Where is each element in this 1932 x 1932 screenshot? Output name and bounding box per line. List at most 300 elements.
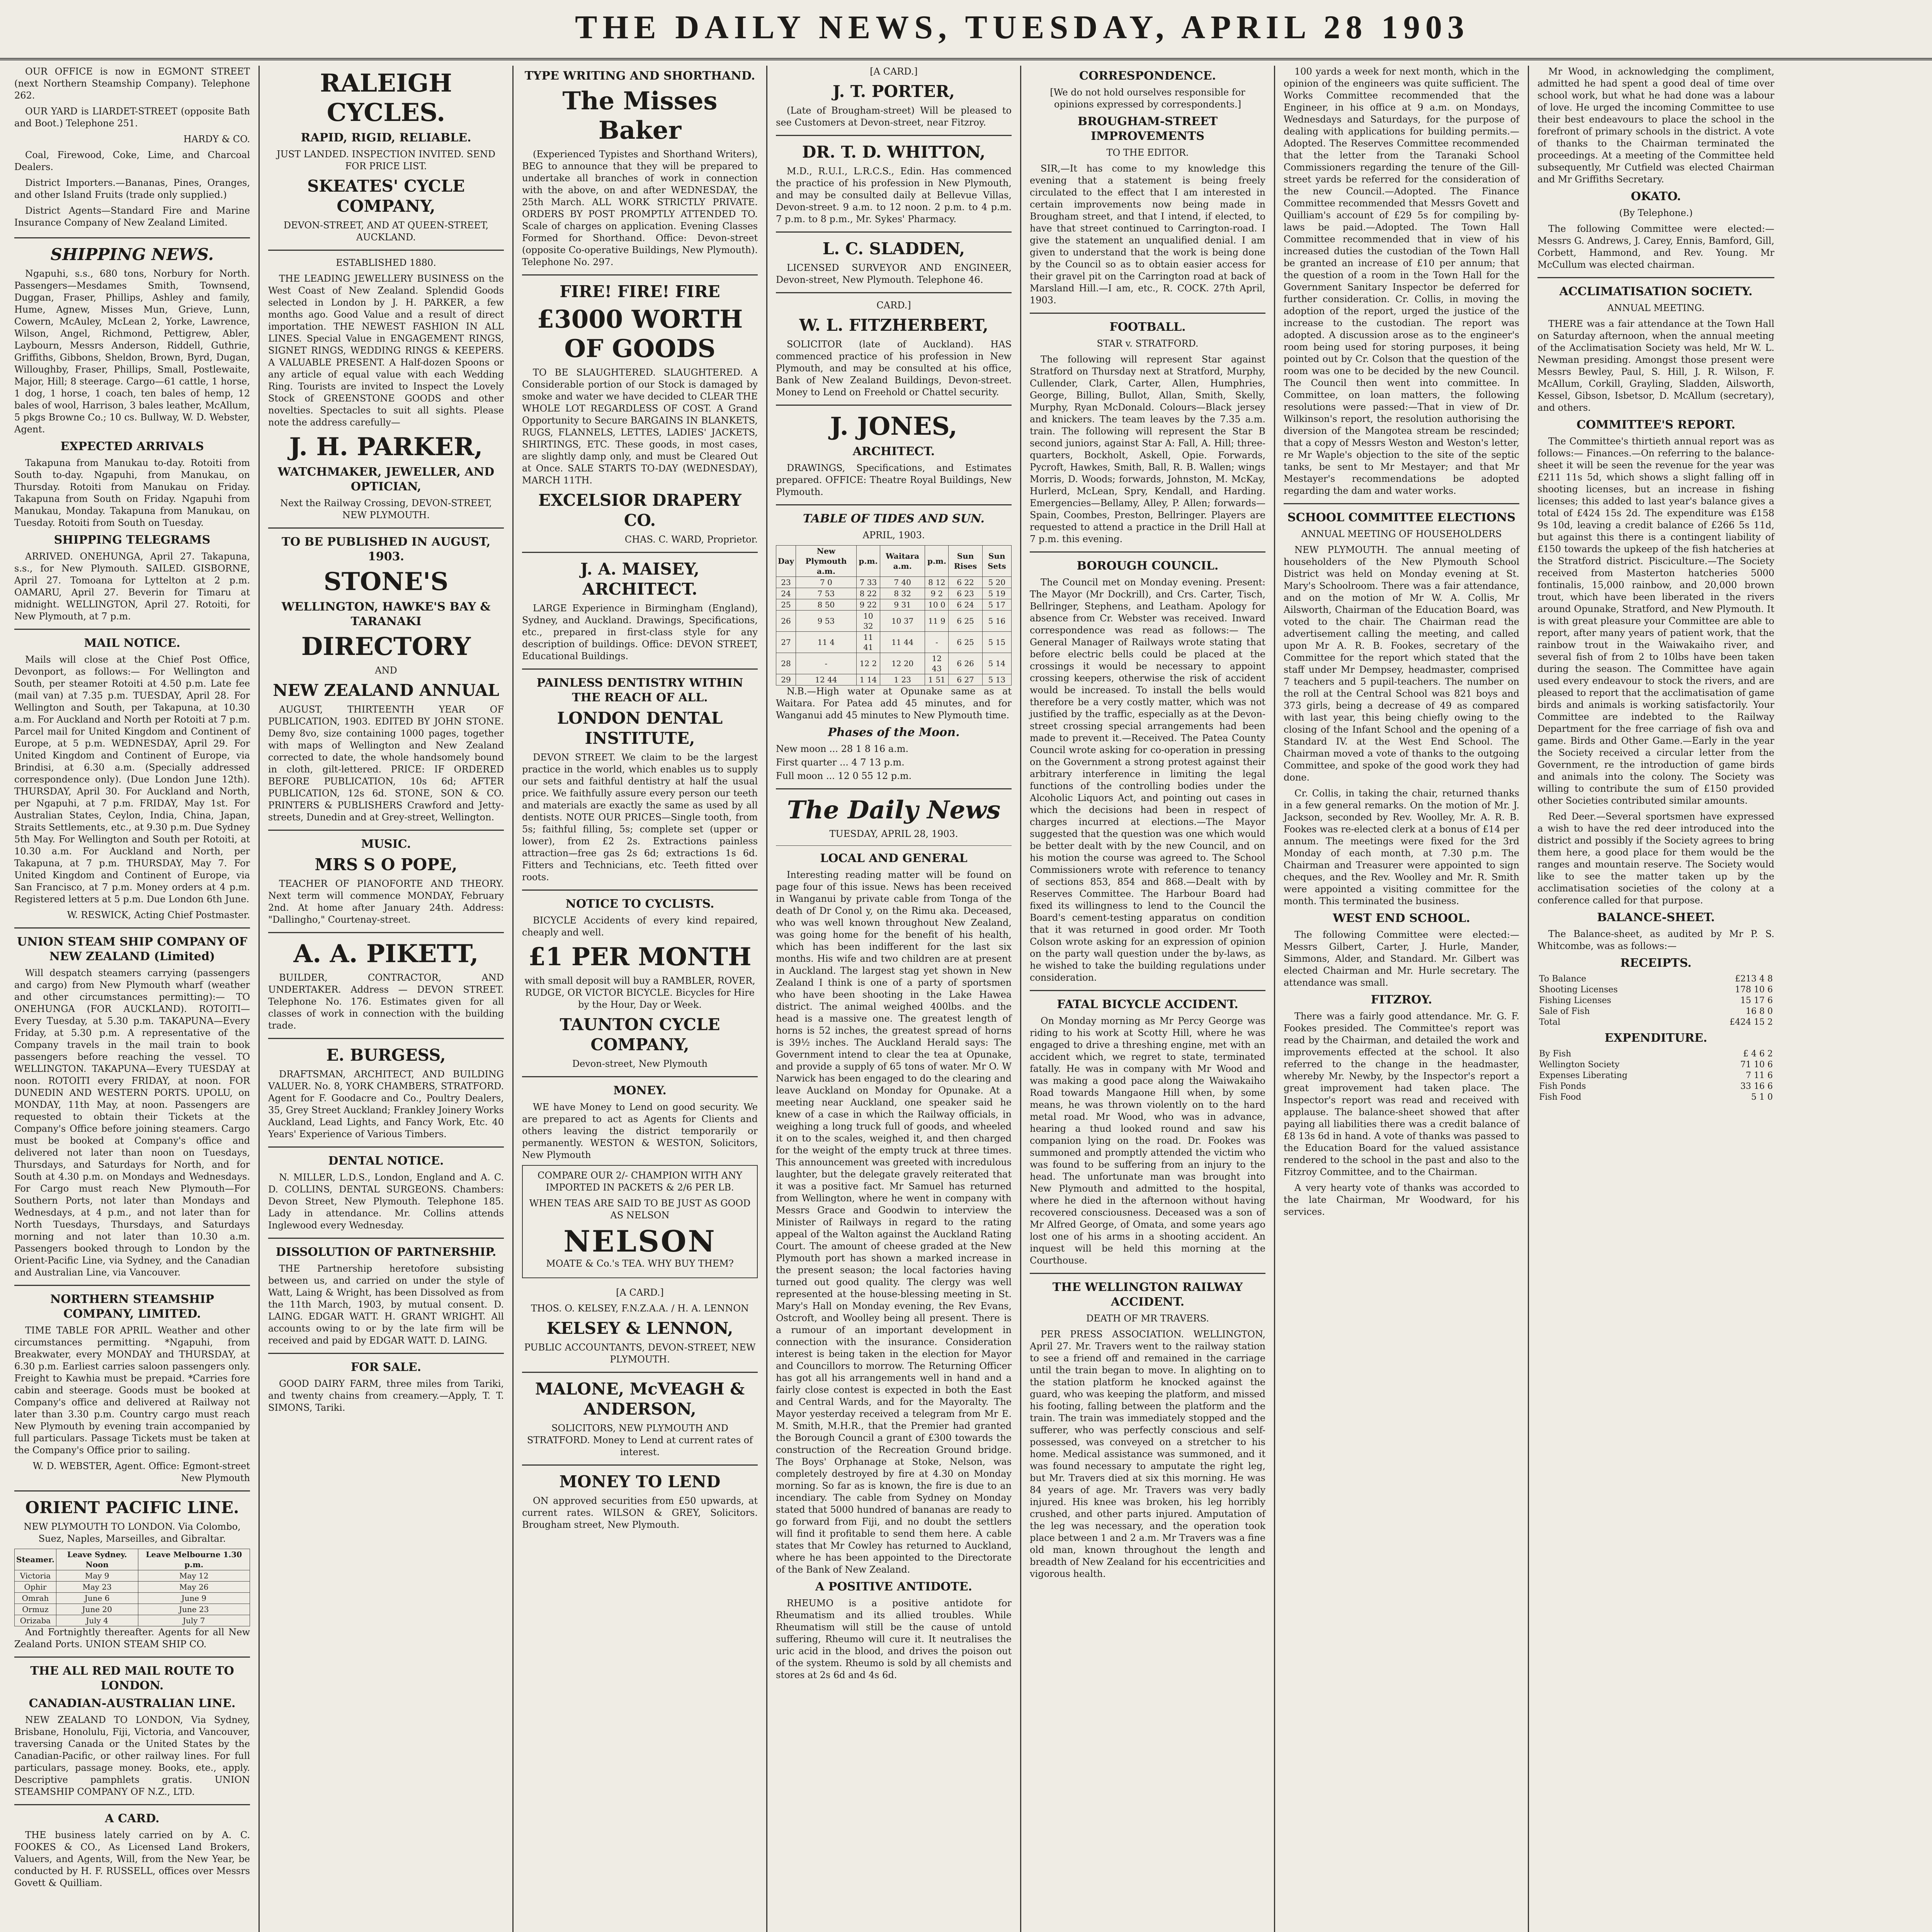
stones-heading: TO BE PUBLISHED IN AUGUST, 1903.	[281, 535, 491, 563]
table-row	[15, 1604, 250, 1615]
music-heading: MUSIC.	[361, 837, 411, 851]
divider	[14, 1656, 250, 1658]
table-cell: 12 20	[880, 653, 925, 674]
parker-trade: WATCHMAKER, JEWELLER, AND OPTICIAN,	[277, 465, 495, 493]
table-cell: 8 12	[925, 577, 949, 588]
column-3	[514, 66, 767, 1932]
orient-table	[14, 1549, 250, 1626]
table-row	[1537, 1049, 1774, 1060]
columns	[6, 66, 1932, 1932]
table-header-row	[15, 1549, 250, 1570]
table-cell: Shooting Licenses	[1539, 985, 1618, 995]
divider	[14, 1490, 250, 1492]
table-cell: 9 53	[796, 611, 856, 632]
fire-heading: FIRE! FIRE! FIRE	[560, 282, 720, 301]
office-sign: HARDY & CO.	[183, 134, 250, 145]
fitzroy-text: There was a fairly good attendance. Mr. G. F. Fookes presided. The Committee's report was read by the Chairman, and detailed the work and improvements effected at the school. It also referred to the change in the headmaster, whereby Mr. Newby, by the Inspector's report a great improvement had taken place. The Inspector's report was read and received with applause. The balance-sheet showed that after paying all liabilities there was a credit balance of £8 13s 6d in hand. A vote of thanks was passed to the Education Board for the valued assistance rendered to the school in the past and also to the Fitzroy Committee, and to the Chairman.	[1284, 1011, 1519, 1177]
table-cell: 16 8 0	[1746, 1007, 1773, 1016]
table-cell: June 9	[138, 1593, 250, 1604]
table-header: Waitara a.m.	[880, 546, 925, 577]
fatal-text: Cr. Collis, in taking the chair, returned thanks in a few general remarks. On the motion of Mr. J. Jackson, seconded by Rev. Woolley, Mr. A. R. B. Fookes was re-elected clerk at a bonus of £14 per annum. The meetings were fixed for the 3rd Monday of each month, at 7.30 p.m. The Chairman and Treasurer were appointed to sign cheques, and the Rev. Woolley and Mr. R. Smith were appointed a visiting committee for the month. This terminated the business.	[1284, 788, 1519, 906]
parker-established: ESTABLISHED 1880.	[336, 257, 436, 268]
table-row	[776, 599, 1012, 611]
sladden-text: LICENSED SURVEYOR AND ENGINEER, Devon-street, New Plymouth. Telephone 46.	[776, 262, 1012, 285]
table-header: Day	[776, 546, 796, 577]
office-yard: OUR YARD is LIARDET-STREET (opposite Bath and Boot.) Telephone 251.	[14, 106, 250, 129]
column-5	[1021, 66, 1275, 1932]
divider	[776, 504, 1012, 505]
tide-sub: APRIL, 1903.	[862, 530, 925, 541]
table-row	[1537, 1081, 1774, 1092]
table-header: New Plymouth a.m.	[796, 546, 856, 577]
column-1	[6, 66, 260, 1932]
table-cell: 12 44	[796, 674, 856, 685]
divider	[776, 788, 1012, 789]
nsc-sign: W. D. WEBSTER, Agent. Office: Egmont-street New Plymouth	[32, 1461, 250, 1483]
dental-inst-text: DEVON STREET. We claim to be the largest practice in the world, which enables us to supply our sets and faithful dentistry at half the usual price. We faithfully assure every person our teeth and materials are exactly the same as used by all dentists. NOTE OUR PRICES—Single tooth, from 5s; faithful filling, 5s; complete set (upper or lower), from £2 2s. Extractions painless attraction—free gas 2s 6d; extractions 1s 6d. Fitters and Technicians, etc. Teeth fitted over roots.	[522, 752, 758, 883]
table-cell: 5 1 0	[1751, 1092, 1773, 1102]
orient-sub: NEW PLYMOUTH TO LONDON. Via Colombo, Suez, Naples, Marseilles, and Gibraltar.	[24, 1521, 241, 1544]
sale-text: GOOD DAIRY FARM, three miles from Tariki, and twenty chains from creamery.—Apply, T. T. SIMONS, Tariki.	[268, 1378, 504, 1413]
west-end-heading: WEST END SCHOOL.	[1333, 912, 1470, 925]
table-row	[776, 653, 1012, 674]
divider	[522, 274, 758, 276]
table-cell: 71 10 6	[1740, 1060, 1773, 1070]
table-cell: Fish Ponds	[1539, 1082, 1586, 1091]
divider	[268, 1146, 504, 1148]
table-cell: 7 11 6	[1746, 1071, 1773, 1080]
table-header: Sun Sets	[982, 546, 1011, 577]
table-cell: 5 16	[982, 611, 1011, 632]
column-2	[260, 66, 514, 1932]
expenditure-heading: EXPENDITURE.	[1604, 1031, 1708, 1045]
skeates-title: SKEATES' CYCLE COMPANY,	[307, 177, 465, 216]
mail-heading: MAIL NOTICE.	[84, 636, 180, 650]
divider	[522, 552, 758, 553]
deer-text: Red Deer.—Several sportsmen have expressed a wish to have the red deer introduced into the district and possibly if the Society agrees to bring them here, a good place for them would be the ranges and mountain reserve. The Society would like to see the matter taken up by the acclimatisation societies of the colony at a conference called for that purpose.	[1537, 811, 1774, 906]
table-cell: Ophir	[15, 1582, 56, 1593]
brougham-text: SIR,—It has come to my knowledge this evening that a statement is being freely circulated to the effect that I am interested in certain improvements now being made in Brougham street, and that I intend, if elected, to have that street continued to Carrington-road. I give the statement an unqualified denial. I am given to understand that the work is being done by the Council so as to obtain easier access for their gravel pit on the Carrington road at back of Marsland Hill.—I am, etc., R. COCK. 27th April, 1903.	[1030, 163, 1265, 306]
table-cell: Ormuz	[15, 1604, 56, 1615]
table-row	[15, 1570, 250, 1582]
divider	[1284, 503, 1519, 504]
table-row	[776, 577, 1012, 588]
football-text: The following will represent Star against Stratford on Thursday next at Stratford, Murphy, Cullender, Clark, Carter, Allen, Humphries, George, Billing, Bullot, Allan, Smith, Skelly, Murphy, Ryan McDonald. Colours—Black jersey and knickers. The team leaves by the 7.35 a.m. train. The following will represent the Star B second juniors, against Star A: Fall, A. Hill; three-quarters, Bockholt, Askell, Opie. Forwards, Pycroft, Hawkes, Smith, Ball, R. B. Wallen; wings Morris, D. Woods; forwards, Johnston, M. McKay, Hurlerd, McLean, Spry, Kendall, and Harding. Emergencies—Bellamy, Alley, P. Allen; forwards—Spain, Coombes, Preston, Bellringer. Players are requested to attend a practice in the Drill Hall at 7 p.m. this evening.	[1030, 354, 1265, 544]
table-cell: 1 51	[925, 674, 949, 685]
divider	[268, 527, 504, 529]
table-cell: £213 4 8	[1735, 974, 1773, 984]
table-row	[1537, 1070, 1774, 1081]
maisey-name: J. A. MAISEY, ARCHITECT.	[580, 560, 699, 599]
skeates-address: DEVON-STREET, AND AT QUEEN-STREET, AUCKLAND.	[283, 220, 489, 243]
divider	[1030, 1273, 1265, 1274]
orient-heading: ORIENT PACIFIC LINE.	[25, 1498, 239, 1517]
table-header: Leave Sydney. Noon	[56, 1549, 138, 1570]
table-header: Steamer.	[15, 1549, 56, 1570]
table-row	[15, 1593, 250, 1604]
baker-name: The Misses Baker	[562, 87, 718, 145]
taunton-address: Devon-street, New Plymouth	[572, 1058, 708, 1069]
table-cell: 10 32	[856, 611, 880, 632]
pikett-text: BUILDER, CONTRACTOR, AND UNDERTAKER. Address — DEVON STREET. Telephone No. 176. Estimates given for all classes of work in connection with the building trade.	[268, 972, 504, 1031]
lend-text: ON approved securities from £50 upwards, at current rates. WILSON & GREY, Solicitors. Brougham street, New Plymouth.	[522, 1495, 758, 1530]
divider	[1030, 313, 1265, 314]
telegrams-text: ARRIVED. ONEHUNGA, April 27. Takapuna, s.s., for New Plymouth. SAILED. GISBORNE, April 27. Tomoana for Lyttelton at 2 p.m. OAMARU, April 27. Beverin for Timaru at midnight. WELLINGTON, April 27. Rotoiti, for New Plymouth, at 7 p.m.	[14, 551, 250, 622]
table-row	[1537, 985, 1774, 995]
sale-heading: FOR SALE.	[350, 1361, 422, 1374]
table-cell: Total	[1539, 1017, 1561, 1027]
table-cell: 11 44	[880, 632, 925, 653]
nelson-sub: MOATE & Co.'s TEA. WHY BUY THEM?	[546, 1258, 734, 1269]
fitz-name: W. L. FITZHERBERT,	[799, 316, 988, 335]
moon-heading: Phases of the Moon.	[828, 726, 960, 739]
excelsior-name: EXCELSIOR DRAPERY CO.	[538, 491, 742, 530]
tide-note: N.B.—High water at Opunake same as at Waitara. For Patea add 45 minutes, and for Wanganui add 45 minutes to New Plymouth time.	[776, 686, 1012, 721]
jones-sub: ARCHITECT.	[852, 445, 935, 458]
divider	[776, 292, 1012, 293]
allred-sub: CANADIAN-AUSTRALIAN LINE.	[29, 1697, 236, 1710]
receipts-heading: RECEIPTS.	[1620, 956, 1692, 970]
accl-heading: ACCLIMATISATION SOCIETY.	[1559, 285, 1753, 298]
table-cell: Fish Food	[1539, 1092, 1582, 1102]
music-name: MRS S O POPE,	[315, 855, 457, 874]
borough-text: The Council met on Monday evening. Present: The Mayor (Mr Dockrill), and Crs. Carter, Tisch, Bellringer, Stephens, and Leatham. Apology for absence from Cr. Webster was received. Inward correspondence was read as follows:— The General Manager of Railways wrote stating that before electric bells could be placed at the crossings it would be necessary to appoint crossing keepers, otherwise the risk of accident would be increased. To install the bells would therefore be a very costly matter, which was not justified by the traffic, especially as at the Devon-street crossing special arrangements had been made to prevent it.—Received. The Patea County Council wrote asking for co-operation in pressing on the Government a strong protest against their arbitrary interference in limiting the legal functions of the controlling bodies under the Alcoholic Liquors Act, and pointing out cases in which the decisions had been in respect of charges incurred at elections.—The Mayor suggested that the question was one which would be better dealt with by the new Council, and on his motion the course was agreed to. The School Commissioners wrote with reference to tenancy of sections 853, 854 and 868.—Dealt with by Reserves Committee. The Harbour Board had fixed its willingness to lend to the Council the Board's cement-testing apparatus on condition that it was returned in good order. Mr Tooth Colson wrote asking for an expression of opinion on the party wall question under the by-laws, as he wished to take the building regulations under consideration.	[1030, 577, 1265, 983]
table-cell: 178 10 6	[1735, 985, 1773, 995]
table-cell: 15 17 6	[1740, 996, 1773, 1005]
dental-inst-name: LONDON DENTAL INSTITUTE,	[557, 709, 723, 748]
correspondence-heading: CORRESPONDENCE.	[1079, 69, 1216, 83]
whitton-name: DR. T. D. WHITTON,	[802, 143, 986, 162]
railway-text: PER PRESS ASSOCIATION. WELLINGTON, April 27. Mr. Travers went to the railway station to see a friend off and remained in the carriage until the train began to move. In alighting on to the station platform he knocked against the guard, who was keeping the platform, and missed his footing, falling between the platform and the train. The train was immediately stopped and the sufferer, who was perfectly conscious and self-possessed, was conveyed on a stretcher to his home. Medical assistance was summoned, and it was found necessary to amputate the right leg, but Mr. Travers died at six this morning. He was 84 years of age. Mr. Travers was very badly injured. His knee was broken, his leg horribly crushed, and other parts injured. Amputation of the leg was necessary, and the operation took place between 1 and 2 a.m. Mr Travers was a fine old man, known throughout the length and breadth of New Zealand for his eccentricities and vigorous health.	[1030, 1329, 1265, 1579]
column-7	[1529, 66, 1783, 1932]
table-cell: Orizaba	[15, 1615, 56, 1626]
divider	[522, 1076, 758, 1077]
table-cell: 7 53	[796, 588, 856, 599]
divider	[14, 237, 250, 238]
lend-heading: MONEY TO LEND	[559, 1472, 721, 1491]
divider	[268, 830, 504, 831]
table-cell: 5 14	[982, 653, 1011, 674]
west-end-text: The following Committee were elected:—Messrs Gilbert, Carter, J. Hurle, Mander, Simmons, Alder, and Standard. Mr. Gilbert was elected Chairman and Mr. Hurle secretary. The attendance was small.	[1284, 929, 1519, 988]
football-heading: FOOTBALL.	[1109, 320, 1186, 334]
moon-row: New moon ... 28 1 8 16 a.m.	[776, 743, 909, 754]
tide-table	[776, 545, 1012, 685]
dental-heading: DENTAL NOTICE.	[328, 1154, 444, 1168]
column-4	[767, 66, 1021, 1932]
table-row	[1537, 1006, 1774, 1017]
railway-sub: DEATH OF MR TRAVERS.	[1086, 1313, 1209, 1324]
daily-news-title: The Daily News	[787, 796, 1001, 825]
chair-text: A very hearty vote of thanks was accorded to the late Chairman, Mr Woodward, for his services.	[1284, 1182, 1519, 1217]
malone-text: SOLICITORS, NEW PLYMOUTH AND STRATFORD. Money to Lend at current rates of interest.	[527, 1423, 753, 1458]
raleigh-sub: RAPID, RIGID, RELIABLE.	[301, 131, 471, 145]
accl-text: THERE was a fair attendance at the Town Hall on Saturday afternoon, when the annual meeting of the Acclimatisation Society was held, Mr W. L. Newman presiding. Amongst those present were Messrs Bewley, Paul, S. Hill, J. R. Wilson, F. McAllum, Corkill, Grayling, Sladden, Ailsworth, Kessel, Gibson, Isbetsor, D. McAllum (secretary), and others.	[1537, 318, 1774, 413]
moon-row: Full moon ... 12 0 55 12 p.m.	[776, 770, 912, 781]
moon-row: First quarter ... 4 7 13 p.m.	[776, 757, 905, 768]
raleigh-title: RALEIGH CYCLES.	[320, 69, 452, 127]
divider	[776, 135, 1012, 136]
antidote-text: RHEUMO is a positive antidote for Rheumatism and its allied troubles. While Rheumatism will still be the cause of untold suffering, Rheumo will cure it. It neutralises the uric acid in the blood, and drives the poison out of the system. Rheumo is sold by all chemists and stores at 2s 6d and 4s 6d.	[776, 1598, 1012, 1680]
table-cell: 5 20	[982, 577, 1011, 588]
table-header: Leave Melbourne 1.30 p.m.	[138, 1549, 250, 1570]
imports: District Importers.—Bananas, Pines, Oranges, and other Island Fruits (trade only supplied.)	[14, 177, 250, 200]
table-cell: 27	[776, 632, 796, 653]
brougham-heading: BROUGHAM-STREET IMPROVEMENTS	[1077, 115, 1218, 143]
wood-text: Mr Wood, in acknowledging the compliment, admitted he had spent a good deal of time over school work, but what he had done was a labour of love. He urged the incoming Committee to use their best endeavours to place the school in the forefront of primary schools in the district. A vote of thanks to the Chairman terminated the proceedings. At a meeting of the Committee held subsequently, Mr Cutfield was elected Chairman and Mr Griffiths Secretary.	[1537, 66, 1774, 185]
table-row	[15, 1582, 250, 1593]
table-cell: £ 4 6 2	[1743, 1049, 1773, 1059]
nelson-name: NELSON	[563, 1224, 716, 1259]
masthead	[0, 0, 1932, 60]
divider	[268, 1238, 504, 1239]
divider	[268, 1038, 504, 1039]
report-text: The Committee's thirtieth annual report was as follows:— Finances.—On referring to the balance-sheet it will be seen the revenue for the year was £211 11s 5d, which shows a slight falling off in shooting licenses, but an increase in fishing licenses; this added to last year's balance gives a total of £424 15s 2d. The expenditure was £158 9s 10d, leaving a credit balance of £266 5s 11d, but against this there is a contingent liability of £150 towards the upkeep of the fish hatcheries at the Stratford district. Pisciculture.—The Society received from Masterton hatcheries 5000 fontinalis, 15,000 rainbow, and 20,000 brown trout, which have been liberated in the rivers around Opunake, Stratford, and New Plymouth. It is with great pleasure your Committee are able to report, after many years of patient work, that the rainbow trout in the Waiwakaiho river, and several fish of from 2 to 10lbs have been taken during the season. The Committee have again used every endeavour to stock the rivers, and are pleased to report that the acclimatisation of game birds and animals is working satisfactorily. Your Committee are indebted to the Railway Department for the free carriage of fish ova and game. Birds and Other Game.—Early in the year the Society received a circular letter from the Government, re the introduction of game birds and animals into the colony. The Society was willing to contribute the sum of £150 provided other Societies contributed similar amounts.	[1537, 436, 1774, 806]
railway-heading: THE WELLINGTON RAILWAY ACCIDENT.	[1052, 1281, 1243, 1309]
table-row	[1537, 1060, 1774, 1070]
okato-sub: (By Telephone.)	[1619, 207, 1693, 218]
table-cell: Omrah	[15, 1593, 56, 1604]
table-cell: 6 27	[949, 674, 982, 685]
school-sub: ANNUAL MEETING OF HOUSEHOLDERS	[1301, 529, 1502, 539]
divider	[14, 1804, 250, 1805]
fitz-text: SOLICITOR (late of Auckland). HAS commenced practice of his profession in New Plymouth, and may be consulted at his office, Bank of New Zealand Buildings, Devon-street. Money to Lend on Freehold or Chattel security.	[776, 339, 1012, 398]
brougham-to: TO THE EDITOR.	[1106, 147, 1189, 158]
mail-text: Mails will close at the Chief Post Office, Devonport, as follows:— For Wellington and South, per steamer Rotoiti at 4.50 p.m. Late fee (mail van) at 7.35 p.m. TUESDAY, April 28. For Wellington and South, per Takapuna, at 10.30 a.m. For Auckland and North per Rotoiti at 7 p.m. Parcel mail for United Kingdom and Continent of Europe, at 5 p.m. WEDNESDAY, April 29. For United Kingdom and Continent of Europe, via Brindisi, at 6.30 a.m. (Specially addressed correspondence only). (Due London June 12th). THURSDAY, April 30. For Auckland and North, per Ngapuhi, at 7 p.m. FRIDAY, May 1st. For Australian States, Ceylon, India, China, Japan, Straits Settlements, etc., at 9.30 p.m. Due Sydney 5th May. For Wellington and South per Rotoiti, at 10.30 a.m. For Auckland and North, per Takapuna, at 7 p.m. THURSDAY, May 7. For United Kingdom and Continent of Europe, via San Francisco, at 7 p.m. Money orders at 4 p.m. Registered letters at 5 p.m. Due London 6th June.	[14, 654, 250, 905]
sladden-name: L. C. SLADDEN,	[822, 239, 965, 258]
orient-note: And Fortnightly thereafter. Agents for all New Zealand Ports. UNION STEAM SHIP CO.	[14, 1627, 250, 1650]
table-cell: 5 15	[982, 632, 1011, 653]
mail-sign: W. RESWICK, Acting Chief Postmaster.	[67, 910, 250, 920]
table-cell: 6 24	[949, 599, 982, 611]
cyclists-text: BICYCLE Accidents of every kind repaired, cheaply and well.	[522, 915, 758, 938]
table-cell: 9 31	[880, 599, 925, 611]
pikett-name: A. A. PIKETT,	[293, 939, 479, 968]
stones-text: AUGUST, THIRTEENTH YEAR OF PUBLICATION, 1903. EDITED BY JOHN STONE. Demy 8vo, size containing 1000 pages, together with maps of Wellington and New Zealand corrected to date, the whole handsomely bound in cloth, gilt-lettered. PRICE: IF ORDERED BEFORE PUBLICATION, 10s 6d; AFTER PUBLICATION, 12s 6d. STONE, SON & CO. PRINTERS & PUBLISHERS Crawford and Jetty-streets, Dunedin and at Grey-street, Wellington.	[268, 704, 504, 823]
table-cell: 6 26	[949, 653, 982, 674]
office-notice: OUR OFFICE is now in EGMONT STREET (next Northern Steamship Company). Telephone 262.	[14, 66, 250, 101]
divider	[268, 250, 504, 251]
table-cell: 11 9	[925, 611, 949, 632]
table-cell: 29	[776, 674, 796, 685]
bicycle-text: On Monday morning as Mr Percy George was riding to his work at Scotty Hill, where he was engaged to drive a threshing engine, met with an accident which, we regret to state, terminated fatally. He was in company with Mr Wood and was making a good pace along the Waiwakaiho Road towards Mangaone Hill when, by some means, he was thrown violently on to the hard metal road. Mr Wood, who was in advance, hearing a thud looked round and saw his companion lying on the road. Dr. Fookes was summoned and promptly attended the victim who was found to be suffering from an injury to the head. The unfortunate man was brought into New Plymouth and admitted to the hospital, where he died in the afternoon without having recovered consciousness. Deceased was a son of Mr Alfred George, of Omata, and some years ago lost one of his arms in a shooting accident. An inquest will be held this morning at the Courthouse.	[1030, 1015, 1265, 1266]
stones-sub: WELLINGTON, HAWKE'S BAY & TARANAKI	[281, 600, 491, 628]
kelsey-text: PUBLIC ACCOUNTANTS, DEVON-STREET, NEW PLYMOUTH.	[524, 1342, 756, 1365]
table-row	[1537, 1017, 1774, 1028]
dental-inst-heading: PAINLESS DENTISTRY WITHIN THE REACH OF ALL.	[536, 676, 743, 704]
receipts-table	[1537, 974, 1774, 1028]
table-cell: May 23	[56, 1582, 138, 1593]
allred-heading: THE ALL RED MAIL ROUTE TO LONDON.	[30, 1664, 234, 1692]
table-cell: 6 25	[949, 611, 982, 632]
table-cell: 33 16 6	[1740, 1082, 1773, 1091]
table-row	[1537, 1092, 1774, 1103]
maisey-text: LARGE Experience in Birmingham (England), Sydney, and Auckland. Drawings, Specifications, etc., prepared in first-class style for any description of buildings. Office: DEVON STREET, Educational Buildings.	[522, 603, 758, 662]
accl-sub: ANNUAL MEETING.	[1607, 303, 1705, 313]
stones-name: STONE'S	[323, 567, 449, 596]
table-cell: 11 4	[796, 632, 856, 653]
whitton-text: M.D., R.U.I., L.R.C.S., Edin. Has commenced the practice of his profession in New Plymouth, and may be consulted daily at Bellevue Villas, Devon-street. 9 a.m. to 12 noon. 2 p.m. to 4 p.m. 7 p.m. to 8 p.m., Mr. Sykes' Pharmacy.	[776, 166, 1012, 224]
money-heading: MONEY.	[613, 1084, 667, 1097]
table-cell: 26	[776, 611, 796, 632]
agents: District Agents—Standard Fire and Marine Insurance Company of New Zealand Limited.	[14, 205, 250, 228]
money-text: WE have Money to Lend on good security. We are prepared to act as Agents for Clients and others leaving the district temporarily or permanently. WESTON & WESTON, Solicitors, New Plymouth	[522, 1102, 758, 1160]
nelson-side: WHEN TEAS ARE SAID TO BE JUST AS GOOD AS NELSON	[529, 1198, 751, 1221]
stones-and: AND	[375, 665, 397, 676]
table-cell: June 23	[138, 1604, 250, 1615]
table-cell: -	[796, 653, 856, 674]
jones-name: J. JONES,	[830, 412, 957, 441]
table-cell: 8 32	[880, 588, 925, 599]
table-cell: By Fish	[1539, 1049, 1571, 1059]
local-text: Interesting reading matter will be found on page four of this issue. News has been received in Wanganui by private cable from Tonga of the death of Dr Conol y, on the Rimu aka. Deceased, who was well known throughout New Zealand, was going home for the benefit of his health, which has been indifferent for the last six months. His wife and two children are at present in Auckland. The largest stag yet shown in New Zealand I think is one of a party of sportsmen who have been shooting in the Lake Hawea district. The animal weighed 400lbs. and the head is a massive one. The greatest length of horns is 52 inches, the greatest spread of horns is 39½ inches. The Auckland Herald says: The Government intend to clear the tea at Opunake, and provide a supply of 65 tons of water. Mr O. W Narwick has been engaged to do the clearing and leave Auckland on Monday for Opunake. At a meeting near Auckland, one speaker said he knew of a case in which the Railway officials, in weighing a long truck full of goods, and wheeled it on to the scales, weighed it, and then charged for the weight of the empty truck at three times. This announcement was greeted with incredulous laughter, but the delegate gravely reiterated that it was a positive fact. Mr Samuel has returned from Wellington, where he went in company with Messrs Grace and Goodwin to interview the Minister of Railways in regard to the rating appeal of the Walton against the Auckland Rating Court. The amount of cheese graded at the New Plymouth port has shown a marked increase in the present season; the local factories having turned out good quality. The clergy was well represented at the house-blessing meeting in St. Mary's Hall on Monday evening, the Rev Evans, Ostcroft, and Woolley being all present. There is a rumour of an important development in connection with the insurance. Consideration interest is being taken in the election for Mayor and Councillors to morrow. The Returning Officer has got all his arrangements well in hand and a fairly close contest is expected in both the East and Central Wards, and for the Mayoralty. The Mayor yesterday received a telegram from Mr E. M. Smith, M.H.R., that the Premier had granted the Borough Council a grant of £300 towards the construction of the Recreation Ground bridge. The Boys' Orphanage at Stoke, Nelson, was completely destroyed by fire at 4.30 on Monday morning. So far as is known, the fire is due to an incendiary. The cable from Sydney on Monday stated that 5000 hundred of bananas are ready to go forward from Fiji, and no doubt the settlers will find it profitable to send them here. A cable states that Mr Cowley has returned to Auckland, where he has been appointed to the Directorate of the Bank of New Zealand.	[776, 869, 1012, 1575]
nelson-tea-ad	[522, 1165, 758, 1278]
divider	[522, 889, 758, 891]
divider	[522, 1372, 758, 1373]
kelsey-name: KELSEY & LENNON,	[546, 1319, 733, 1338]
column-6	[1275, 66, 1529, 1932]
table-cell: 11 41	[856, 632, 880, 653]
cyclists-price: £1 PER MONTH	[528, 942, 752, 971]
table-row	[776, 588, 1012, 599]
kelsey-names: THOS. O. KELSEY, F.N.Z.A.A. / H. A. LENNON	[531, 1303, 749, 1314]
table-cell: 6 25	[949, 632, 982, 653]
table-row	[15, 1615, 250, 1626]
nsc-text: TIME TABLE FOR APRIL. Weather and other circumstances permitting. *Ngapuhi, from Breakwater, every MONDAY and THURSDAY, at 6.30 p.m. Earliest carries saloon passengers only. Freight to Kawhia must be prepaid. *Carries fore cabin and steerage. Goods must be booked at Company's office and delivered at Railway not later than 3.30 p.m. Country cargo must reach New Plymouth by evening train accompanied by full particulars. Passage Tickets must be taken at the Company's Office prior to sailing.	[14, 1325, 250, 1456]
tide-heading: TABLE OF TIDES AND SUN.	[803, 512, 985, 526]
football-sub: STAR v. STRATFORD.	[1097, 338, 1199, 349]
pipes-text: 100 yards a week for next month, which in the opinion of the engineers was quite sufficient. The Works Committee recommended that the Engineer, in his office at 9 a.m. on Mondays, Wednesdays and Saturdays, for the purpose of dealing with applications for building permits.—Adopted. The Reserves Committee recommended that the letter from the Taranaki School Commissioners regarding the tenure of the Gill-street yards be referred for the consideration of the new Council.—Adopted. The Finance Committee recommended that Messrs Govett and Quilliam's account of £29 5s for compiling by-laws be paid.—Adopted. The Town Hall Committee recommended that in view of his increased duties the custodian of the Town Hall be granted an increase of £10 per annum; that the question of a room in the Town Hall for the Government Sanitary Inspector be deferred for further consideration. Cr. Collis, in moving the adoption of the report, urged the justice of the increase to the custodian. The report was adopted. A discussion arose as to the engineer's room being used for storing purposes, it being pointed out by Cr. Colson that the question of the room was one to be decided by the new Council. The Council then went into committee. In Committee, on loan matters, the following resolutions were passed:—That in view of Dr. Wilkinson's report, the resolution authorising the diversion of the Mangotea stream be rescinded; that a copy of Messrs Weston and Weston's letter, re Mr Waple's objection to the site of the septic tanks, be sent to Mr Mestayer; and that Mr Mestayer's recommendations be adopted regarding the dam and water works.	[1284, 66, 1519, 496]
table-cell: July 7	[138, 1615, 250, 1626]
baker-heading: TYPE WRITING AND SHORTHAND.	[524, 69, 755, 83]
taunton-name: TAUNTON CYCLE COMPANY,	[560, 1015, 720, 1054]
divider	[522, 668, 758, 670]
fire-text: TO BE SLAUGHTERED. SLAUGHTERED. A Considerable portion of our Stock is damaged by smoke and water we have decided to CLEAR THE WHOLE LOT REGARDLESS OF COST. A Grand Opportunity to Secure BARGAINS IN BLANKETS, RUGS, FLANNELS, LETTES, LADIES' JACKETS, SHIRTINGS, ETC. These goods, in most cases, are slightly damp only, and must be Cleared Out at Once. SALE STARTS TO-DAY (WEDNESDAY), MARCH 11TH.	[522, 367, 758, 486]
telegrams-heading: SHIPPING TELEGRAMS	[54, 533, 211, 547]
hardy-ad	[14, 66, 250, 229]
table-cell: 8 50	[796, 599, 856, 611]
table-cell: Expenses Liberating	[1539, 1071, 1628, 1080]
divider	[776, 231, 1012, 233]
table-cell: June 6	[56, 1593, 138, 1604]
table-cell: 12 43	[925, 653, 949, 674]
jones-text: DRAWINGS, Specifications, and Estimates prepared. OFFICE: Theatre Royal Buildings, New Plymouth.	[776, 463, 1012, 497]
music-text: TEACHER OF PIANOFORTE AND THEORY. Next term will commence MONDAY, February 2nd. At home after January 24th. Address: "Dallingho," Courtenay-street.	[268, 878, 504, 925]
divider	[268, 932, 504, 933]
divider	[14, 927, 250, 929]
borough-heading: BOROUGH COUNCIL.	[1077, 559, 1219, 573]
stones-annual: NEW ZEALAND ANNUAL	[273, 681, 499, 700]
excelsior-sign: CHAS. C. WARD, Proprietor.	[624, 534, 758, 545]
raleigh-text: JUST LANDED. INSPECTION INVITED. SEND FOR PRICE LIST.	[276, 149, 495, 172]
porter-text: (Late of Brougham-street) Will be pleased to see Customers at Devon-street, near Fitzroy.	[776, 105, 1012, 128]
dental-text: N. MILLER, L.D.S., London, England and A. C. D. COLLINS, DENTAL SURGEONS. Chambers: Devon Street, New Plymouth. Telephone 185. Lady in attendance. Mr. Collins attends Inglewood every Wednesday.	[268, 1172, 504, 1231]
card-heading: A CARD.	[105, 1812, 160, 1825]
divider	[14, 629, 250, 630]
baker-text: (Experienced Typistes and Shorthand Writers), BEG to announce that they will be prepared to undertake all branches of work in connection with the above, on and after WEDNESDAY, the 25th March. ALL WORK STRICTLY PRIVATE. ORDERS BY POST PROMPTLY ATTENDED TO. Scale of charges on application. Evening Classes Formed for Shorthand. Office: Devon-street (opposite Co-operative Buildings, New Plymouth). Telephone No. 297.	[522, 149, 758, 267]
table-cell: 6 22	[949, 577, 982, 588]
table-row	[776, 674, 1012, 685]
fitz-card: CARD.]	[876, 300, 911, 311]
parker-address: Next the Railway Crossing, DEVON-STREET, NEW PLYMOUTH.	[280, 498, 492, 520]
table-cell: July 4	[56, 1615, 138, 1626]
fire-big: £3000 WORTH OF GOODS	[537, 305, 743, 363]
table-cell: To Balance	[1539, 974, 1587, 984]
table-cell: May 9	[56, 1570, 138, 1582]
table-cell: 7 0	[796, 577, 856, 588]
divider	[1030, 551, 1265, 553]
nelson-top: COMPARE OUR 2/- CHAMPION WITH ANY IMPORTED IN PACKETS & 2/6 PER LB.	[537, 1170, 742, 1193]
cyclists-heading: NOTICE TO CYCLISTS.	[565, 897, 714, 911]
table-header: p.m.	[856, 546, 880, 577]
school-heading: SCHOOL COMMITTEE ELECTIONS	[1287, 511, 1516, 524]
expected-heading: EXPECTED ARRIVALS	[60, 440, 204, 453]
table-cell: 24	[776, 588, 796, 599]
local-heading: LOCAL AND GENERAL	[820, 852, 968, 865]
table-cell: 5 17	[982, 599, 1011, 611]
table-row	[1537, 974, 1774, 985]
divider	[268, 1353, 504, 1354]
table-cell: 10 0	[925, 599, 949, 611]
table-header-row	[776, 546, 1012, 577]
table-cell: 9 2	[925, 588, 949, 599]
table-cell: May 12	[138, 1570, 250, 1582]
table-cell: -	[925, 632, 949, 653]
antidote-heading: A POSITIVE ANTIDOTE.	[815, 1580, 972, 1594]
divider	[522, 1464, 758, 1466]
table-cell: 6 23	[949, 588, 982, 599]
table-cell: 8 22	[856, 588, 880, 599]
table-cell: 23	[776, 577, 796, 588]
dissolution-text: THE Partnership heretofore subsisting between us, and carried on under the style of Watt, Laing & Wright, has been Dissolved as from the 11th March, 1903, by mutual consent. D. LAING. EDGAR WATT. H. GRANT WRIGHT. All accounts owing to or by the late firm will be received and paid by EDGAR WATT. D. LAING.	[268, 1263, 504, 1346]
dissolution-heading: DISSOLUTION OF PARTNERSHIP.	[276, 1245, 497, 1259]
table-cell: 10 37	[880, 611, 925, 632]
fitzroy-heading: FITZROY.	[1371, 993, 1432, 1007]
table-cell: Sale of Fish	[1539, 1007, 1590, 1016]
table-row	[776, 632, 1012, 653]
card-text: THE business lately carried on by A. C. FOOKES & CO., As Licensed Land Brokers, Valuers, and Agents, Will, from the New Year, be conducted by H. F. RUSSELL, offices over Messrs Govett & Quilliam.	[14, 1830, 250, 1888]
school-text: NEW PLYMOUTH. The annual meeting of householders of the New Plymouth School District was held on Monday evening at St. Mary's Schoolroom. There was a fair attendance, and on the motion of Mr W. A. Collis, Mr Ailsworth, Chairman of the Education Board, was voted to the chair. The Chairman read the advertisement calling the meeting, and called upon Mr A. R. B. Fookes, secretary of the Committee for the report which stated that the staff under Mr Dempsey, headmaster, comprised 7 teachers and 5 pupil-teachers. The number on the roll at the Central School was 821 boys and 373 girls, being a decrease of 49 as compared with last year, this being chiefly owing to the closing of the Infant School and the opening of a Standard IV. at the West End School. The Chairman moved a vote of thanks to the outgoing Committee, and spoke of the good work they had done.	[1284, 544, 1519, 783]
date-line: TUESDAY, APRIL 28, 1903.	[829, 828, 958, 839]
table-row	[776, 611, 1012, 632]
kelsey-card: [A CARD.]	[616, 1287, 664, 1298]
burgess-name: E. BURGESS,	[326, 1046, 446, 1065]
table-cell: 7 33	[856, 577, 880, 588]
table-cell: 28	[776, 653, 796, 674]
table-cell: 7 40	[880, 577, 925, 588]
table-cell: June 20	[56, 1604, 138, 1615]
cyclists-list: with small deposit will buy a RAMBLER, ROVER, RUDGE, OR VICTOR BICYCLE. Bicycles for Hire by the Hour, Day or Week.	[524, 975, 755, 1010]
bicycle-heading: FATAL BICYCLE ACCIDENT.	[1057, 998, 1238, 1011]
table-cell: Wellington Society	[1539, 1060, 1620, 1070]
table-cell: 5 13	[982, 674, 1011, 685]
expenditure-table	[1537, 1049, 1774, 1103]
porter-card: [A CARD.]	[870, 66, 918, 77]
parker-name: J. H. PARKER,	[289, 432, 483, 461]
dealers: Coal, Firewood, Coke, Lime, and Charcoal Dealers.	[14, 150, 250, 172]
parker-text: THE LEADING JEWELLERY BUSINESS on the West Coast of New Zealand. Splendid Goods selected in London by J. H. PARKER, a few months ago. Good Value and a result of direct importation. THE NEWEST FASHION IN ALL LINES. Special Value in ENGAGEMENT RINGS, SIGNET RINGS, WEDDING RINGS & KEEPERS. A VALUABLE PRESENT. A Half-dozen Spoons or any article of equal value with each Wedding Ring. Tourists are invited to Inspect the Lovely Stock of GREENSTONE GOODS and other novelties. Spectacles to suit all sights. Please note the address carefully—	[268, 273, 504, 428]
divider	[776, 405, 1012, 406]
table-header: Sun Rises	[949, 546, 982, 577]
shipping-heading: SHIPPING NEWS.	[50, 245, 214, 264]
porter-name: J. T. PORTER,	[832, 82, 955, 101]
okato-text: The following Committee were elected:—Messrs G. Andrews, J. Carey, Ennis, Bamford, Gill, Corbett, Hammond, and Rev. Young. Mr McCullum was elected chairman.	[1537, 223, 1774, 270]
table-cell: May 26	[138, 1582, 250, 1593]
balance-intro: The Balance-sheet, as audited by Mr P. S. Whitcombe, was as follows:—	[1537, 929, 1774, 951]
expected-text: Takapuna from Manukau to-day. Rotoiti from South to-day. Ngapuhi, from Manukau, on Thursday. Rotoiti from Manukau on Friday. Takapuna from South on Friday. Ngapuhi from Manukau, Monday. Takapuna from Manukau, on Tuesday. Rotoiti from South on Tuesday.	[14, 457, 250, 528]
masthead-title: THE DAILY NEWS, TUESDAY, APRIL 28 1903	[575, 9, 1469, 46]
table-cell: 25	[776, 599, 796, 611]
table-cell: £424 15 2	[1730, 1017, 1773, 1027]
